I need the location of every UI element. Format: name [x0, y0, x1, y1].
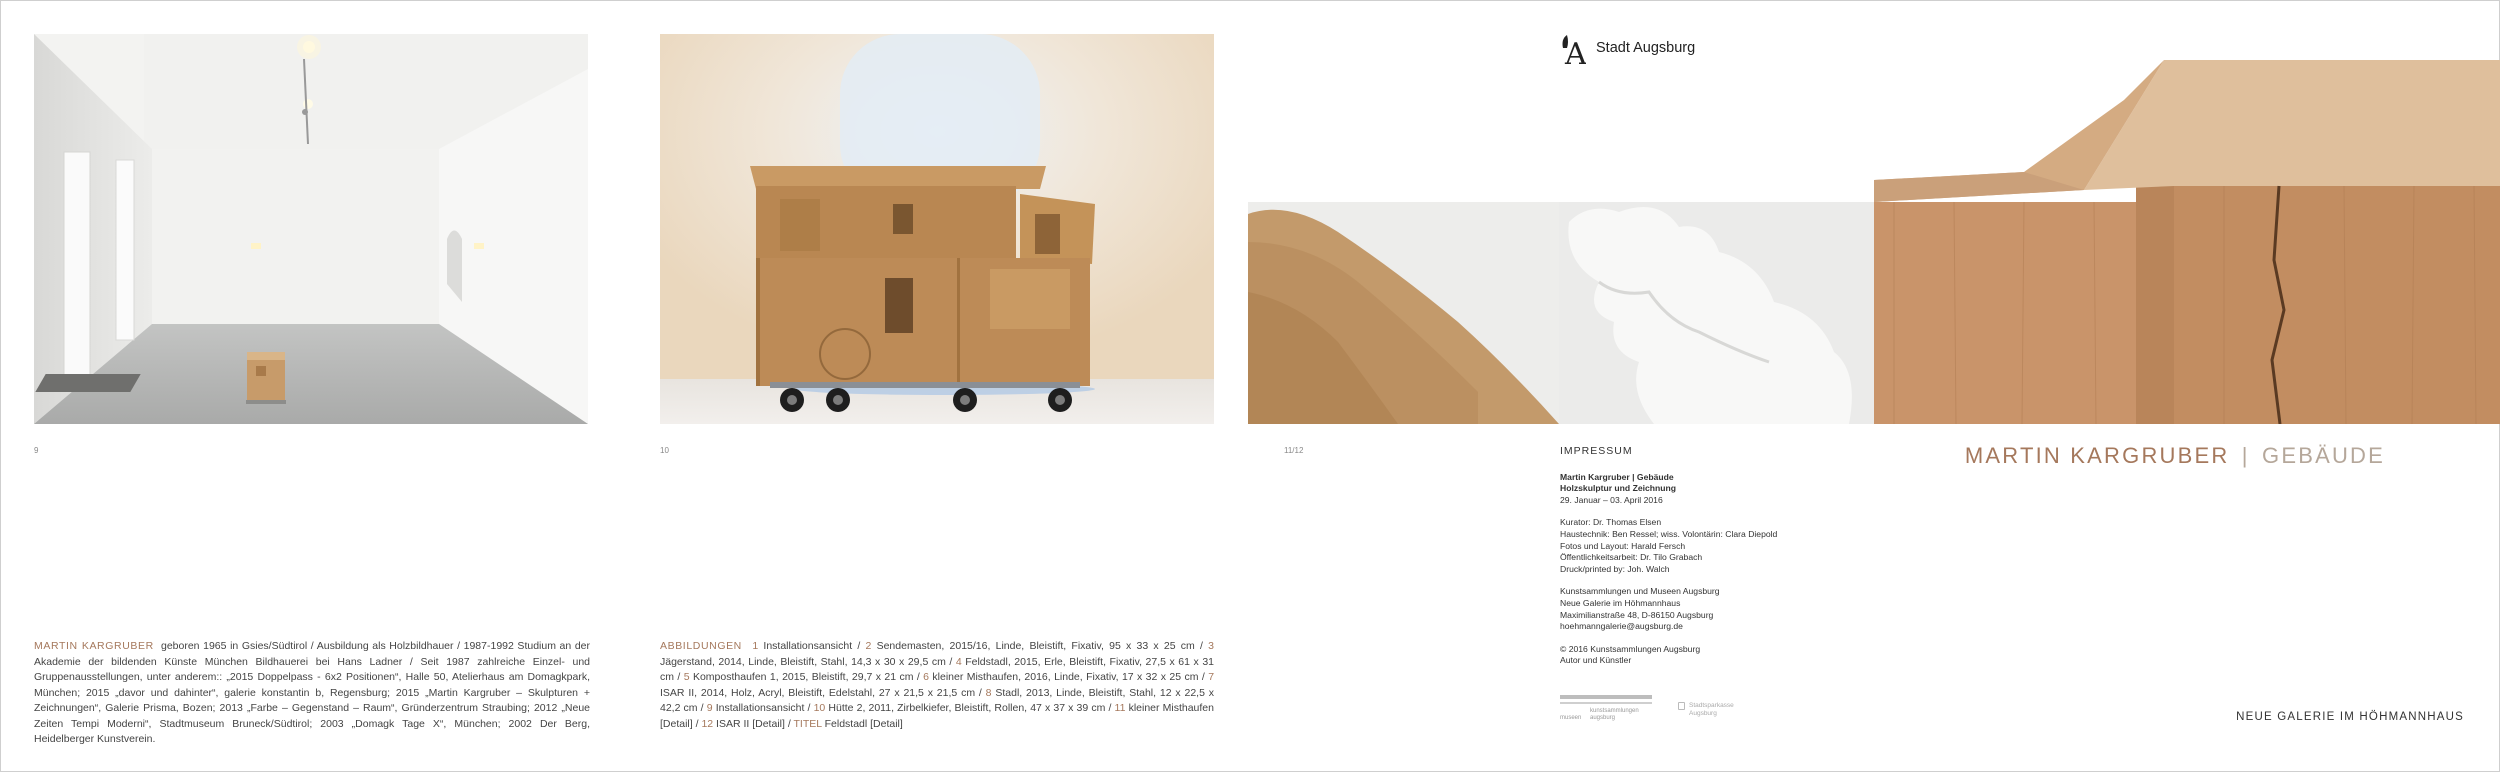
illustrations-list [660, 639, 1214, 732]
sparkasse-name: Stadtsparkasse [1689, 702, 1734, 709]
page-number: 10 [660, 446, 669, 455]
impressum-credit: Fotos und Layout: Harald Fersch [1560, 540, 1686, 551]
illustration-caption: Installationsansicht / [715, 702, 811, 714]
illustration-number: 2 [865, 640, 872, 652]
impressum-address: Kunstsammlungen und Museen Augsburg [1560, 586, 1720, 597]
sparkasse-city: Augsburg [1689, 710, 1717, 717]
illustration-number: 11 [1114, 702, 1126, 714]
bio-text: geboren 1965 in Gsies/Südtirol / Ausbildung als Holzbildhauer / 1987-1992 Studium an der Akademie der bildenden Künste München Bildhauerei bei Hans Ladner / Seit 1987 zahlreiche Einzel- und Gruppenausstellungen, unter anderem:: „2015 Doppelpass - 6x2 Positionen“, Halle 50, Atelierhaus am Domagkpark, München; 2015 „davor und dahinter“, galerie konstantin b, Regensburg; 2015 „Martin Kargruber – Skulpturen + Zeichnungen“, Galerie Prisma, Bozen; 2013 „Farbe – Gegenstand – Raum“, Gründerzentrum Straubing; 2012 „Neue Zeiten Tempi Moderni“, Stadtmuseum Bruneck/Südtirol; 2003 „Domagk Tage X“, München; 2002 Der Berg, Heidelberger Kunstverein. [34, 640, 591, 745]
impressum [1560, 446, 1860, 667]
illustration-caption: ISAR II [Detail] / [716, 717, 791, 730]
exhibition-title [1965, 443, 2385, 469]
artist-bio [34, 639, 590, 748]
illustration-number: 5 [683, 671, 690, 683]
illustration-number: 9 [706, 702, 713, 714]
bio-label: MARTIN KARGRUBER [34, 640, 154, 652]
kunstsammlungen-logo [1560, 695, 1660, 725]
wood-house-photo [1874, 60, 2500, 424]
stadt-augsburg-logo [1560, 30, 1695, 66]
kunstsammlungen-label: kunstsammlungen [1590, 708, 1639, 714]
sawdust-photo [1248, 202, 1559, 424]
illustration-caption: Hütte 2, 2011, Zirbelkiefer, Bleistift, Rollen, 47 x 37 x 39 cm / [828, 702, 1112, 714]
illustration-caption: Feldstadl, 2015, Erle, Bleistift, Fixativ, 27,5 x 61 x 31 cm / [660, 655, 1215, 683]
page-number: 9 [34, 446, 39, 455]
illustration-number: 12 [701, 717, 714, 730]
sparkasse-icon [1678, 702, 1685, 710]
illustration-number: 6 [923, 671, 929, 683]
impressum-exhibition-subtitle: Holzskulptur und Zeichnung [1560, 483, 1677, 494]
artist-name: MARTIN KARGRUBER [1964, 443, 2230, 468]
illustration-caption: Sendemasten, 2015/16, Linde, Bleistift, Fixativ, 95 x 33 x 25 cm / [876, 640, 1203, 652]
logo-bar [1560, 695, 1652, 699]
illustration-caption: ISAR II, 2014, Holz, Acryl, Bleistift, Edelstahl, 27 x 21,5 x 21,5 cm / [660, 686, 982, 699]
augsburg-label: augsburg [1590, 715, 1616, 721]
illustration-number: 1 [752, 640, 759, 652]
impressum-credit: Druck/printed by: Joh. Walch [1560, 563, 1670, 574]
impressum-heading: IMPRESSUM [1560, 445, 1633, 457]
pine-cone-icon [1560, 30, 1586, 66]
work-title: GEBÄUDE [2262, 443, 2385, 468]
wooden-cabinet-photo [660, 34, 1214, 424]
white-form-photo [1559, 202, 1874, 424]
illustration-number: 8 [985, 686, 992, 699]
illustration-caption: kleiner Misthaufen [Detail] / [660, 702, 1214, 730]
illustration-number: TITEL [793, 717, 822, 730]
illustration-number: 10 [813, 702, 826, 714]
title-separator: | [2241, 443, 2250, 468]
impressum-email: hoehmanngalerie@augsburg.de [1560, 621, 1683, 632]
impressum-credit: Kurator: Dr. Thomas Elsen [1560, 517, 1662, 528]
page-number: 11/12 [1284, 446, 1304, 455]
illustration-number: 7 [1208, 671, 1215, 683]
impressum-address: Neue Galerie im Höhmannhaus [1560, 597, 1681, 608]
illustration-number: 4 [955, 655, 962, 668]
logo-bar [1560, 702, 1652, 704]
illustration-number: 3 [1208, 640, 1215, 652]
museen-label: museen [1560, 715, 1582, 721]
impressum-credit: Öffentlichkeitsarbeit: Dr. Tilo Grabach [1560, 552, 1703, 563]
illustration-caption: Stadl, 2013, Linde, Bleistift, Stahl, 12 x 22,5 x 42,2 cm / [660, 686, 1214, 714]
impressum-exhibition-title: Martin Kargruber | Gebäude [1560, 471, 1674, 482]
illustration-caption: kleiner Misthaufen, 2016, Linde, Fixativ, 17 x 32 x 25 cm / [932, 671, 1205, 683]
logo-letter: A [1565, 37, 1586, 66]
gallery-room-photo [34, 34, 588, 424]
illustrations-label: ABBILDUNGEN [660, 640, 742, 652]
stadtsparkasse-logo [1678, 702, 1734, 718]
logo-text: Stadt Augsburg [1596, 40, 1696, 56]
impressum-copyright: Autor und Künstler [1560, 655, 1632, 666]
illustration-caption: Feldstadl [Detail] [824, 717, 903, 730]
illustration-caption: Jägerstand, 2014, Linde, Bleistift, Stahl, 14,3 x 30 x 29,5 cm / [660, 655, 953, 668]
illustration-caption: Installationsansicht / [763, 640, 861, 652]
illustration-caption: Komposthaufen 1, 2015, Bleistift, 29,7 x 21 cm / [692, 671, 920, 683]
venue-name: NEUE GALERIE IM HÖHMANNHAUS [2236, 711, 2464, 723]
impressum-address: Maximilianstraße 48, D-86150 Augsburg [1560, 609, 1714, 620]
impressum-credit: Haustechnik: Ben Ressel; wiss. Volontärin: Clara Diepold [1560, 528, 1778, 539]
impressum-copyright: © 2016 Kunstsammlungen Augsburg [1560, 643, 1701, 654]
impressum-dates: 29. Januar – 03. April 2016 [1560, 494, 1663, 505]
